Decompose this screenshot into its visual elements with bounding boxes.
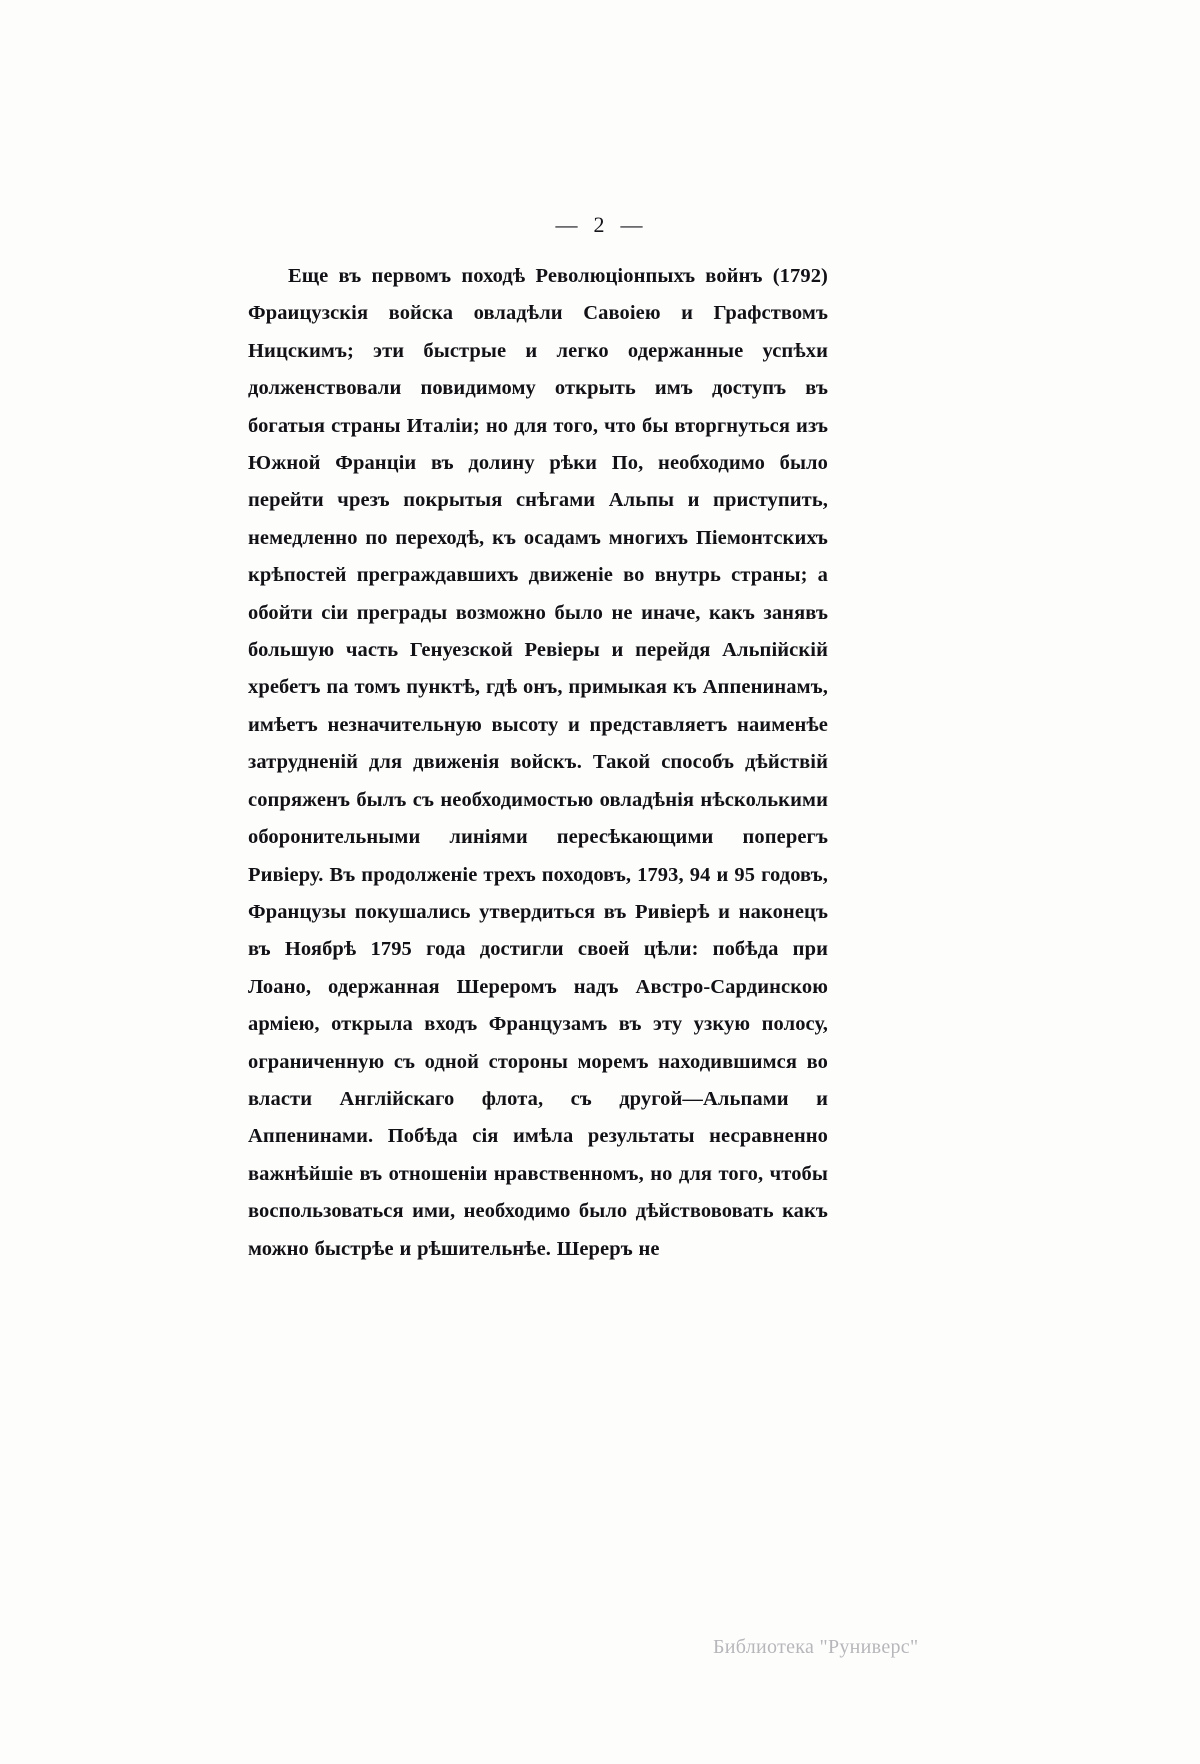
body-text-block xyxy=(248,258,828,1268)
body-paragraph: Еще въ первомъ походѣ Революціонпыхъ войнъ (1792) Фраицузскія войска овладѣли Савоіею и Графствомъ Ницскимъ; эти быстрые и легко одержанные успѣхи долженствовали повидимому открыть имъ доступъ въ богатыя страны Италіи; но для того, что бы вторгнуться изъ Южной Франціи въ долину рѣки По, необходимо было перейти чрезъ покрытыя снѣгами Альпы и приступить, немедленно по переходѣ, къ осадамъ многихъ Піемонтскихъ крѣпостей преграждавшихъ движеніе во внутрь страны; а обойти сіи преграды возможно было не иначе, какъ занявъ большую часть Генуезской Ревіеры и перейдя Альпійскій хребетъ па томъ пунктѣ, гдѣ онъ, примыкая къ Аппенинамъ, имѣетъ незначительную высоту и представляетъ наименѣе затрудненій для движенія войскъ. Такой способъ дѣйствій сопряженъ былъ съ необходимостью овладѣнія нѣсколькими оборонительными линіями пересѣкающими поперегъ Ривіеру. Въ продолженіе трехъ походовъ, 1793, 94 и 95 годовъ, Французы покушались утвердиться въ Ривіерѣ и наконецъ въ Ноябрѣ 1795 года достигли своей цѣли: побѣда при Лоано, одержанная Шереромъ надъ Австро-Сардинскою арміею, открыла входъ Французамъ въ эту узкую полосу, ограниченную съ одной стороны моремъ находившимся во власти Англійскаго флота, съ другой—Альпами и Аппенинами. Побѣда сія имѣла результаты несравненно важнѣйшіе въ отношеніи нравственномъ, но для того, чтобы воспользоваться ими, необходимо было дѣйствововать какъ можно быстрѣе и рѣшительнѣе. Шереръ не xyxy=(248,265,828,1260)
page-number-dash-left: — xyxy=(555,212,580,237)
page-number-dash-right: — xyxy=(620,212,645,237)
page-number-value: 2 xyxy=(593,212,607,237)
library-watermark: Библиотека "Руниверс" xyxy=(713,1636,919,1658)
page-number xyxy=(0,212,1200,238)
